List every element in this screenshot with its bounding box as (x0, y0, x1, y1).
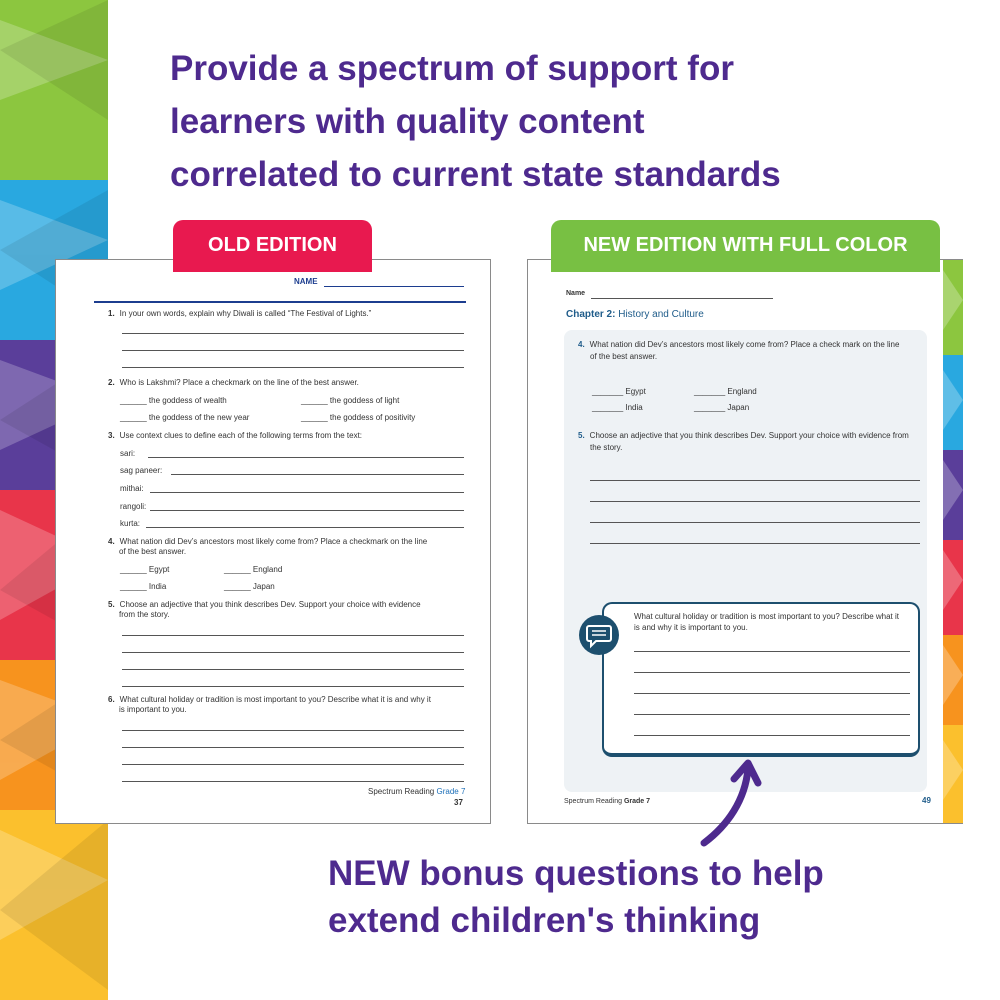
name-line (591, 298, 773, 299)
option-line: _______ Japan (694, 403, 750, 412)
question-number: 5. (578, 431, 585, 440)
question-number: 1. (108, 309, 115, 318)
option-label: Egypt (148, 565, 170, 574)
question-2 (108, 378, 359, 387)
name-line (324, 286, 464, 287)
option-label: England (727, 387, 757, 396)
option-label: India (625, 403, 643, 412)
page-footer (564, 798, 650, 805)
name-label: Name (566, 290, 586, 297)
option-line: ______ Egypt (120, 565, 170, 574)
question-text: the story. (590, 443, 623, 452)
bonus-question-text: What cultural holiday or tradition is most important to you? Describe what it (634, 612, 900, 621)
option-label: India (148, 582, 167, 591)
new-edition-tab: NEW EDITION WITH FULL COLOR (551, 220, 940, 272)
term-label: rangoli: (120, 502, 147, 511)
option-label: England (252, 565, 283, 574)
term-label: mithai: (120, 484, 144, 493)
option-label: the goddess of wealth (148, 396, 227, 405)
question-number: 6. (108, 695, 115, 704)
footer-grade: Grade 7 (436, 787, 466, 796)
option-label: the goddess of the new year (148, 413, 250, 422)
option-line: ______ the goddess of light (301, 396, 400, 405)
heading-line-2: learners with quality content (170, 102, 645, 141)
question-text: Who is Lakshmi? Place a checkmark on the line of the best answer. (119, 378, 359, 387)
page-number: 37 (454, 798, 463, 807)
speech-bubble-icon (577, 613, 621, 657)
chapter-label: Chapter 2: (566, 309, 616, 320)
bonus-caption-line-2: extend children's thinking (328, 901, 761, 940)
question-text: Choose an adjective that you think describes Dev. Support your choice with evidence from (589, 431, 909, 440)
bonus-question-box (602, 602, 920, 757)
option-label: the goddess of positivity (329, 413, 416, 422)
question-text: What cultural holiday or tradition is most important to you? Describe what it is and why it (119, 695, 431, 704)
question-text: Use context clues to define each of the following terms from the text: (119, 431, 363, 440)
pointer-arrow-icon (690, 755, 770, 855)
old-edition-tab: OLD EDITION (173, 220, 372, 272)
footer-text: Spectrum Reading (368, 787, 435, 796)
option-line: _______ India (592, 403, 643, 412)
term-label: kurta: (120, 519, 141, 528)
footer-grade: Grade 7 (623, 798, 651, 805)
question-1 (108, 309, 371, 318)
question-text: of the best answer. (590, 352, 658, 361)
footer-text: Spectrum Reading (564, 798, 622, 805)
question-number: 5. (108, 600, 115, 609)
bonus-caption-line-1: NEW bonus questions to help (328, 854, 824, 893)
question-5 (108, 600, 421, 620)
option-line: _______ Egypt (592, 387, 646, 396)
option-label: Egypt (625, 387, 646, 396)
question-text: In your own words, explain why Diwali is called “The Festival of Lights.” (119, 309, 372, 318)
chapter-heading (566, 309, 704, 320)
option-line: ______ India (120, 582, 167, 591)
question-number: 3. (108, 431, 115, 440)
old-edition-page (55, 259, 491, 824)
question-number: 4. (578, 340, 585, 349)
name-label: NAME (294, 277, 318, 286)
bonus-question (634, 611, 899, 633)
option-line: ______ England (224, 565, 283, 574)
option-label: Japan (727, 403, 750, 412)
question-6 (108, 695, 431, 715)
option-line: ______ Japan (224, 582, 275, 591)
question-card (564, 330, 927, 792)
page-footer (368, 787, 465, 796)
heading-line-3: correlated to current state standards (170, 155, 781, 194)
main-heading (170, 42, 970, 201)
question-text: Choose an adjective that you think describes Dev. Support your choice with evidence (119, 600, 421, 609)
question-4 (108, 537, 427, 557)
page-number: 49 (922, 796, 931, 805)
option-line: ______ the goddess of positivity (301, 413, 416, 422)
option-label: the goddess of light (329, 396, 400, 405)
question-text: What nation did Dev’s ancestors most likely come from? Place a check mark on the line (589, 340, 900, 349)
color-strip-decoration (943, 260, 963, 823)
question-text: is important to you. (119, 705, 187, 714)
question-3 (108, 431, 362, 440)
bonus-question-text: is and why it is important to you. (634, 623, 748, 632)
heading-line-1: Provide a spectrum of support for (170, 49, 734, 88)
question-text: What nation did Dev’s ancestors most likely come from? Place a checkmark on the line (119, 537, 428, 546)
new-edition-page (527, 259, 963, 824)
question-number: 2. (108, 378, 115, 387)
option-line: ______ the goddess of the new year (120, 413, 250, 422)
option-line: ______ the goddess of wealth (120, 396, 227, 405)
question-5 (578, 430, 909, 454)
question-number: 4. (108, 537, 115, 546)
bonus-caption (328, 850, 928, 944)
option-line: _______ England (694, 387, 757, 396)
question-text: from the story. (119, 610, 170, 619)
term-label: sari: (120, 449, 136, 458)
header-rule (94, 301, 466, 303)
question-4 (578, 339, 899, 363)
option-label: Japan (252, 582, 275, 591)
question-text: of the best answer. (119, 547, 187, 556)
chapter-title: History and Culture (618, 309, 704, 320)
term-label: sag paneer: (120, 466, 163, 475)
